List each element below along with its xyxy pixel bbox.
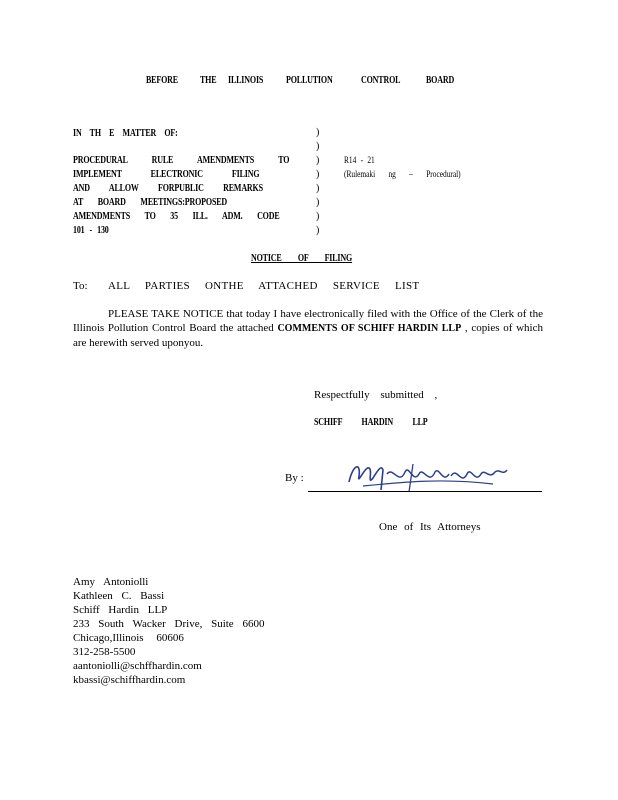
signature-image bbox=[343, 456, 513, 496]
heading-word: BOARD bbox=[426, 75, 455, 86]
caption-paren: ) bbox=[316, 127, 320, 138]
contact-line: Amy Antoniolli bbox=[73, 576, 149, 588]
caption-line: 101 - 130 bbox=[73, 225, 109, 236]
heading-word: POLLUTION bbox=[286, 75, 333, 86]
caption-paren: ) bbox=[316, 197, 320, 208]
to-label: To: bbox=[73, 280, 88, 292]
attorney-role: One of Its Attorneys bbox=[379, 521, 481, 533]
caption-paren: ) bbox=[316, 155, 320, 166]
heading-word: CONTROL bbox=[361, 75, 401, 86]
docket-number: R14 - 21 bbox=[344, 155, 375, 165]
caption-line: PROCEDURAL RULE AMENDMENTS TO bbox=[73, 155, 290, 166]
notice-title: NOTICE OF FILING bbox=[251, 253, 353, 264]
firm-name: SCHIFF HARDIN LLP bbox=[314, 417, 428, 428]
matter-line: IN TH E MATTER OF: bbox=[73, 128, 178, 139]
respectfully-submitted: Respectfully submitted , bbox=[314, 389, 438, 401]
caption-line: AT BOARD MEETINGS:PROPOSED bbox=[73, 197, 228, 208]
to-value: ALL PARTIES ONTHE ATTACHED SERVICE LIST bbox=[108, 280, 420, 292]
caption-paren: ) bbox=[316, 141, 320, 152]
contact-email: aantoniolli@schffhardin.com bbox=[73, 660, 202, 672]
contact-email: kbassi@schiffhardin.com bbox=[73, 674, 186, 686]
contact-line: Chicago,Illinois 60606 bbox=[73, 632, 184, 644]
by-label: By : bbox=[285, 472, 304, 484]
contact-line: 233 South Wacker Drive, Suite 6600 bbox=[73, 618, 265, 630]
caption-paren: ) bbox=[316, 211, 320, 222]
contact-line: 312-258-5500 bbox=[73, 646, 136, 658]
caption-paren: ) bbox=[316, 169, 320, 180]
docket-type: (Rulemaki ng – Procedural) bbox=[344, 169, 461, 179]
caption-line: IMPLEMENT ELECTRONIC FILING bbox=[73, 169, 260, 180]
notice-bold-text: COMMENTS OF SCHIFF HARDIN LLP bbox=[277, 323, 462, 334]
caption-paren: ) bbox=[316, 183, 320, 194]
heading-word: ILLINOIS bbox=[228, 75, 264, 86]
contact-line: Schiff Hardin LLP bbox=[73, 604, 168, 616]
caption-paren: ) bbox=[316, 225, 320, 236]
heading-word: THE bbox=[200, 75, 217, 86]
caption-line: AND ALLOW FORPUBLIC REMARKS bbox=[73, 183, 263, 194]
notice-text-2: , copies of which are herewith served uponyou. bbox=[73, 322, 543, 349]
notice-text-1: PLEASE TAKE NOTICE that today I have electronically filed with the Office of the Clerk of the Illinois Pollution Control Board the attached bbox=[73, 308, 543, 334]
caption-line: AMENDMENTS TO 35 ILL. ADM. CODE bbox=[73, 211, 280, 222]
contact-line: Kathleen C. Bassi bbox=[73, 590, 165, 602]
signature-line bbox=[308, 491, 542, 492]
notice-paragraph bbox=[73, 307, 543, 350]
heading-word: BEFORE bbox=[146, 75, 178, 86]
